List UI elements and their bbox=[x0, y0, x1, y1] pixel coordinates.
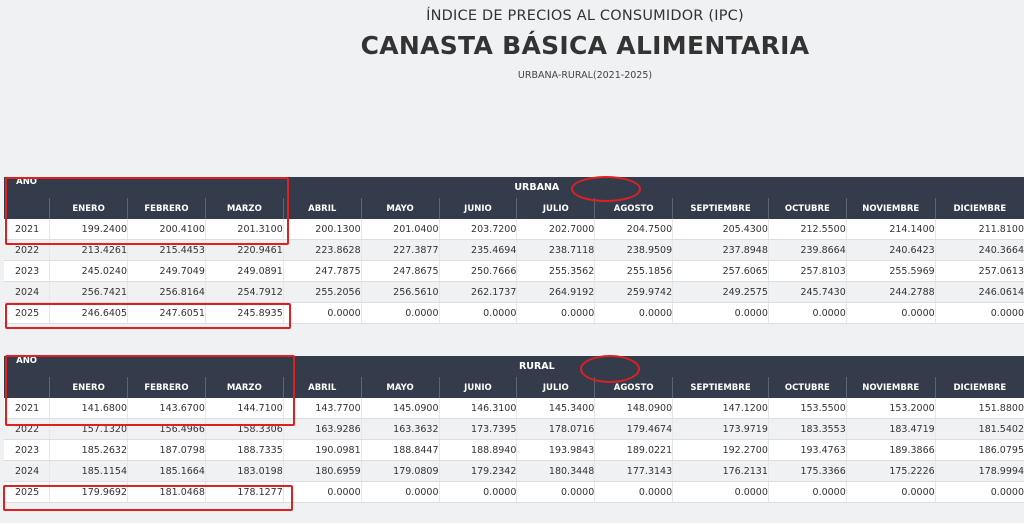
value-cell: 214.1400 bbox=[846, 219, 935, 240]
value-cell: 220.9461 bbox=[205, 240, 283, 261]
value-cell: 179.0809 bbox=[361, 461, 439, 482]
year-cell: 2024 bbox=[4, 461, 50, 482]
value-cell: 0.0000 bbox=[673, 303, 769, 324]
value-cell: 247.8675 bbox=[361, 261, 439, 282]
value-cell: 205.4300 bbox=[673, 219, 769, 240]
report-subtitle-top: ÍNDICE DE PRECIOS AL CONSUMIDOR (IPC) bbox=[426, 8, 744, 24]
value-cell: 187.0798 bbox=[128, 440, 206, 461]
value-cell: 179.9692 bbox=[50, 482, 128, 503]
table-row bbox=[4, 398, 1024, 419]
value-cell: 0.0000 bbox=[768, 303, 846, 324]
month-header: MARZO bbox=[205, 377, 283, 398]
value-cell: 239.8664 bbox=[768, 240, 846, 261]
value-cell: 227.3877 bbox=[361, 240, 439, 261]
table-row bbox=[4, 219, 1024, 240]
value-cell: 0.0000 bbox=[595, 482, 673, 503]
month-header: ABRIL bbox=[283, 377, 361, 398]
table-row bbox=[4, 261, 1024, 282]
value-cell: 203.7200 bbox=[439, 219, 517, 240]
year-cell: 2022 bbox=[4, 419, 50, 440]
year-cell: 2025 bbox=[4, 303, 50, 324]
value-cell: 0.0000 bbox=[361, 303, 439, 324]
value-cell: 0.0000 bbox=[439, 303, 517, 324]
value-cell: 0.0000 bbox=[517, 303, 595, 324]
value-cell: 177.3143 bbox=[595, 461, 673, 482]
value-cell: 0.0000 bbox=[361, 482, 439, 503]
month-header: MAYO bbox=[361, 198, 439, 219]
month-header: JUNIO bbox=[439, 198, 517, 219]
value-cell: 0.0000 bbox=[846, 303, 935, 324]
year-cell: 2022 bbox=[4, 240, 50, 261]
value-cell: 193.9843 bbox=[517, 440, 595, 461]
value-cell: 176.2131 bbox=[673, 461, 769, 482]
value-cell: 183.0198 bbox=[205, 461, 283, 482]
value-cell: 180.6959 bbox=[283, 461, 361, 482]
value-cell: 247.7875 bbox=[283, 261, 361, 282]
year-cell: 2024 bbox=[4, 282, 50, 303]
value-cell: 240.3664 bbox=[935, 240, 1024, 261]
month-header: JUNIO bbox=[439, 377, 517, 398]
value-cell: 240.6423 bbox=[846, 240, 935, 261]
value-cell: 255.3562 bbox=[517, 261, 595, 282]
value-cell: 245.7430 bbox=[768, 282, 846, 303]
rural-table bbox=[4, 356, 1024, 503]
value-cell: 255.2056 bbox=[283, 282, 361, 303]
value-cell: 0.0000 bbox=[673, 482, 769, 503]
value-cell: 144.7100 bbox=[205, 398, 283, 419]
value-cell: 146.3100 bbox=[439, 398, 517, 419]
year-header: AÑO bbox=[4, 356, 50, 398]
value-cell: 145.0900 bbox=[361, 398, 439, 419]
value-cell: 246.6405 bbox=[50, 303, 128, 324]
month-header: OCTUBRE bbox=[768, 198, 846, 219]
value-cell: 181.5402 bbox=[935, 419, 1024, 440]
value-cell: 200.1300 bbox=[283, 219, 361, 240]
month-header: JULIO bbox=[517, 377, 595, 398]
value-cell: 153.2000 bbox=[846, 398, 935, 419]
value-cell: 249.7049 bbox=[128, 261, 206, 282]
value-cell: 0.0000 bbox=[595, 303, 673, 324]
value-cell: 257.8103 bbox=[768, 261, 846, 282]
value-cell: 158.3306 bbox=[205, 419, 283, 440]
table-row bbox=[4, 240, 1024, 261]
value-cell: 180.3448 bbox=[517, 461, 595, 482]
value-cell: 235.4694 bbox=[439, 240, 517, 261]
value-cell: 237.8948 bbox=[673, 240, 769, 261]
value-cell: 257.6065 bbox=[673, 261, 769, 282]
value-cell: 193.4763 bbox=[768, 440, 846, 461]
value-cell: 247.6051 bbox=[128, 303, 206, 324]
value-cell: 238.9509 bbox=[595, 240, 673, 261]
table-row bbox=[4, 282, 1024, 303]
value-cell: 0.0000 bbox=[283, 482, 361, 503]
year-cell: 2023 bbox=[4, 261, 50, 282]
table-row bbox=[4, 461, 1024, 482]
value-cell: 254.7912 bbox=[205, 282, 283, 303]
month-header: NOVIEMBRE bbox=[846, 377, 935, 398]
value-cell: 153.5500 bbox=[768, 398, 846, 419]
value-cell: 255.5969 bbox=[846, 261, 935, 282]
value-cell: 192.2700 bbox=[673, 440, 769, 461]
value-cell: 189.0221 bbox=[595, 440, 673, 461]
value-cell: 0.0000 bbox=[283, 303, 361, 324]
value-cell: 173.9719 bbox=[673, 419, 769, 440]
value-cell: 257.0613 bbox=[935, 261, 1024, 282]
value-cell: 249.2575 bbox=[673, 282, 769, 303]
table-row bbox=[4, 482, 1024, 503]
value-cell: 213.4261 bbox=[50, 240, 128, 261]
value-cell: 143.7700 bbox=[283, 398, 361, 419]
value-cell: 245.0240 bbox=[50, 261, 128, 282]
value-cell: 212.5500 bbox=[768, 219, 846, 240]
value-cell: 156.4966 bbox=[128, 419, 206, 440]
urbana-table bbox=[4, 177, 1024, 324]
value-cell: 179.4674 bbox=[595, 419, 673, 440]
value-cell: 179.2342 bbox=[439, 461, 517, 482]
value-cell: 211.8100 bbox=[935, 219, 1024, 240]
value-cell: 0.0000 bbox=[768, 482, 846, 503]
year-cell: 2021 bbox=[4, 398, 50, 419]
year-cell: 2023 bbox=[4, 440, 50, 461]
value-cell: 185.2632 bbox=[50, 440, 128, 461]
month-header: ENERO bbox=[50, 377, 128, 398]
month-header: FEBRERO bbox=[128, 377, 206, 398]
value-cell: 199.2400 bbox=[50, 219, 128, 240]
month-header: OCTUBRE bbox=[768, 377, 846, 398]
month-header: DICIEMBRE bbox=[935, 377, 1024, 398]
value-cell: 238.7118 bbox=[517, 240, 595, 261]
value-cell: 157.1320 bbox=[50, 419, 128, 440]
value-cell: 141.6800 bbox=[50, 398, 128, 419]
value-cell: 148.0900 bbox=[595, 398, 673, 419]
rural-section-header: RURAL bbox=[50, 356, 1024, 377]
value-cell: 245.8935 bbox=[205, 303, 283, 324]
value-cell: 181.0468 bbox=[128, 482, 206, 503]
value-cell: 188.7335 bbox=[205, 440, 283, 461]
urbana-table-body bbox=[4, 219, 1024, 324]
value-cell: 259.9742 bbox=[595, 282, 673, 303]
value-cell: 189.3866 bbox=[846, 440, 935, 461]
value-cell: 256.5610 bbox=[361, 282, 439, 303]
value-cell: 190.0981 bbox=[283, 440, 361, 461]
value-cell: 173.7395 bbox=[439, 419, 517, 440]
value-cell: 256.8164 bbox=[128, 282, 206, 303]
value-cell: 178.0716 bbox=[517, 419, 595, 440]
value-cell: 163.9286 bbox=[283, 419, 361, 440]
month-header: FEBRERO bbox=[128, 198, 206, 219]
value-cell: 256.7421 bbox=[50, 282, 128, 303]
value-cell: 255.1856 bbox=[595, 261, 673, 282]
month-header: MARZO bbox=[205, 198, 283, 219]
value-cell: 175.2226 bbox=[846, 461, 935, 482]
value-cell: 185.1664 bbox=[128, 461, 206, 482]
value-cell: 201.3100 bbox=[205, 219, 283, 240]
month-header: NOVIEMBRE bbox=[846, 198, 935, 219]
table-row bbox=[4, 303, 1024, 324]
month-header: ABRIL bbox=[283, 198, 361, 219]
value-cell: 223.8628 bbox=[283, 240, 361, 261]
value-cell: 202.7000 bbox=[517, 219, 595, 240]
value-cell: 0.0000 bbox=[935, 482, 1024, 503]
value-cell: 183.3553 bbox=[768, 419, 846, 440]
value-cell: 183.4719 bbox=[846, 419, 935, 440]
value-cell: 250.7666 bbox=[439, 261, 517, 282]
month-header: MAYO bbox=[361, 377, 439, 398]
report-subtitle-bottom: URBANA-RURAL(2021-2025) bbox=[517, 70, 653, 81]
table-row bbox=[4, 440, 1024, 461]
value-cell: 178.1277 bbox=[205, 482, 283, 503]
value-cell: 147.1200 bbox=[673, 398, 769, 419]
month-header: SEPTIEMBRE bbox=[673, 377, 769, 398]
value-cell: 246.0614 bbox=[935, 282, 1024, 303]
value-cell: 215.4453 bbox=[128, 240, 206, 261]
value-cell: 0.0000 bbox=[439, 482, 517, 503]
value-cell: 244.2788 bbox=[846, 282, 935, 303]
value-cell: 151.8800 bbox=[935, 398, 1024, 419]
report-title: CANASTA BÁSICA ALIMENTARIA bbox=[360, 31, 810, 60]
month-header: AGOSTO bbox=[595, 377, 673, 398]
value-cell: 262.1737 bbox=[439, 282, 517, 303]
year-cell: 2021 bbox=[4, 219, 50, 240]
value-cell: 175.3366 bbox=[768, 461, 846, 482]
value-cell: 188.8447 bbox=[361, 440, 439, 461]
value-cell: 204.7500 bbox=[595, 219, 673, 240]
value-cell: 145.3400 bbox=[517, 398, 595, 419]
value-cell: 143.6700 bbox=[128, 398, 206, 419]
value-cell: 186.0795 bbox=[935, 440, 1024, 461]
value-cell: 185.1154 bbox=[50, 461, 128, 482]
year-header: AÑO bbox=[4, 177, 50, 219]
month-header: DICIEMBRE bbox=[935, 198, 1024, 219]
month-header: ENERO bbox=[50, 198, 128, 219]
value-cell: 0.0000 bbox=[517, 482, 595, 503]
value-cell: 264.9192 bbox=[517, 282, 595, 303]
urbana-section-header: URBANA bbox=[50, 177, 1024, 198]
value-cell: 188.8940 bbox=[439, 440, 517, 461]
year-cell: 2025 bbox=[4, 482, 50, 503]
value-cell: 201.0400 bbox=[361, 219, 439, 240]
month-header: SEPTIEMBRE bbox=[673, 198, 769, 219]
value-cell: 178.9994 bbox=[935, 461, 1024, 482]
value-cell: 0.0000 bbox=[846, 482, 935, 503]
value-cell: 249.0891 bbox=[205, 261, 283, 282]
month-header: AGOSTO bbox=[595, 198, 673, 219]
value-cell: 163.3632 bbox=[361, 419, 439, 440]
value-cell: 0.0000 bbox=[935, 303, 1024, 324]
value-cell: 200.4100 bbox=[128, 219, 206, 240]
month-header: JULIO bbox=[517, 198, 595, 219]
rural-table-body bbox=[4, 398, 1024, 503]
table-row bbox=[4, 419, 1024, 440]
